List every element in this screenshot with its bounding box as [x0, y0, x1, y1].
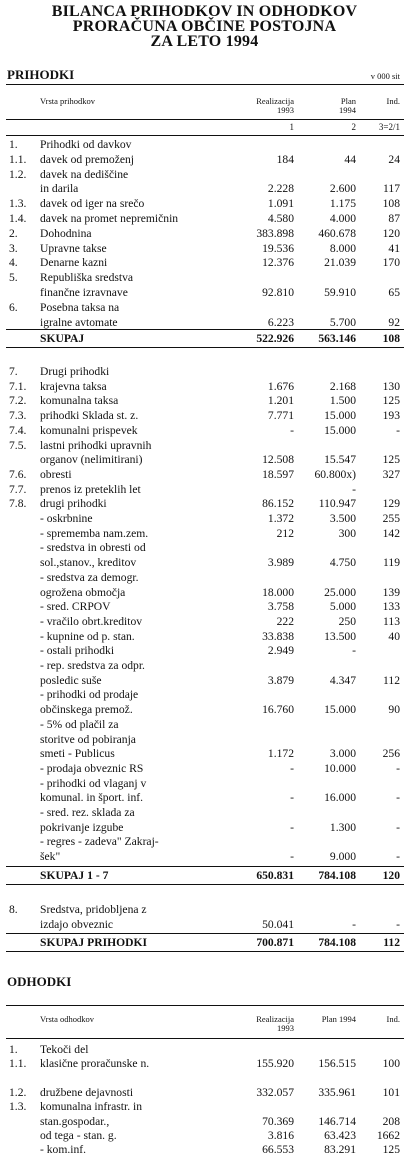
row-label: - sredstva in obresti od	[40, 541, 146, 555]
odhodki-col-header-real-line1: Realizacija	[256, 1014, 294, 1024]
value-realizacija: 212	[276, 526, 294, 540]
table-row	[0, 257, 409, 269]
table-row	[0, 587, 409, 599]
value-realizacija: 6.223	[267, 315, 294, 329]
row-label: posledic suše	[40, 673, 102, 687]
value-index: 87	[388, 212, 400, 225]
skupaj-1-7-v3: 120	[382, 869, 400, 882]
value-index: 40	[388, 629, 400, 643]
value-index: -	[396, 423, 400, 437]
value-plan: 59.910	[324, 286, 356, 299]
value-realizacija: 155.920	[256, 1057, 294, 1071]
row-label: - regres - zadeva" Zakraj-	[40, 835, 159, 849]
row-number: 7.8.	[9, 497, 27, 511]
row-label: - kom.inf.	[40, 1143, 87, 1157]
value-index: 139	[382, 585, 400, 599]
value-index: 90	[388, 703, 400, 717]
skupaj-prihodki-label: SKUPAJ PRIHODKI	[40, 936, 148, 949]
value-realizacija: 12.508	[262, 453, 294, 467]
row-label: Republiška sredstva	[40, 271, 134, 285]
value-realizacija: 50.041	[262, 917, 294, 931]
table-row	[0, 542, 409, 554]
row-number: 7.5.	[9, 438, 27, 452]
value-index: 108	[382, 197, 400, 211]
skupaj-v3: 108	[382, 332, 400, 345]
value-plan: 300	[338, 526, 356, 540]
value-plan: 5.700	[329, 315, 356, 329]
row-number: 7.2.	[9, 394, 27, 408]
value-plan: -	[352, 917, 356, 931]
value-realizacija: 33.838	[262, 629, 294, 643]
skupaj-1-7-v2: 784.108	[318, 869, 356, 882]
table-row	[0, 904, 409, 916]
value-plan: -	[352, 482, 356, 496]
table-row	[0, 1116, 409, 1128]
col-num-2: 2	[351, 122, 356, 132]
row-number: 1.3.	[9, 197, 27, 211]
value-plan: -	[352, 644, 356, 658]
document-title-line-2: PRORAČUNA OBČINE POSTOJNA	[72, 18, 337, 35]
row-label: od tega - stan. g.	[40, 1128, 117, 1142]
row-label: Sredstva, pridobljena z	[40, 903, 147, 916]
col-header-plan-line2: 1994	[339, 105, 356, 115]
row-label: lastni prihodki upravnih	[40, 438, 152, 452]
row-number: 1.	[9, 1043, 18, 1056]
row-label: Posebna taksa na	[40, 300, 120, 314]
value-index: 170	[382, 256, 400, 270]
value-index: 117	[383, 182, 400, 196]
document-title-line-3: ZA LETO 1994	[150, 33, 259, 50]
value-index: 255	[382, 512, 400, 525]
value-realizacija: -	[290, 423, 294, 437]
value-plan: 1.500	[329, 394, 356, 408]
divider	[6, 951, 404, 952]
table-row	[0, 851, 409, 863]
value-realizacija: 3.879	[267, 673, 294, 687]
row-label: igralne avtomate	[40, 315, 118, 329]
value-plan: 83.291	[324, 1143, 356, 1157]
table-row	[0, 243, 409, 255]
value-realizacija: 19.536	[262, 241, 294, 255]
value-index: 142	[382, 526, 400, 540]
table-row	[0, 169, 409, 181]
table-row	[0, 484, 409, 496]
table-row	[0, 317, 409, 329]
skupaj-1-7-v1: 650.831	[256, 869, 294, 882]
table-row	[0, 792, 409, 804]
row-label: smeti - Publicus	[40, 747, 115, 761]
value-realizacija: 1.372	[267, 512, 294, 525]
value-realizacija: 184	[276, 152, 294, 166]
skupaj-prihodki-v2: 784.108	[318, 936, 356, 949]
divider	[6, 884, 404, 885]
row-number: 7.	[9, 365, 18, 378]
skupaj-v2: 563.146	[318, 332, 356, 345]
value-index: 125	[382, 453, 400, 467]
col-num-3: 3=2/1	[378, 122, 400, 132]
value-realizacija: 18.597	[262, 467, 294, 481]
row-label: in darila	[40, 182, 79, 196]
value-realizacija: 2.228	[267, 182, 294, 196]
value-plan: 60.800x)	[314, 467, 356, 481]
divider	[6, 84, 404, 85]
row-label: ogrožena območja	[40, 585, 126, 599]
table-row	[0, 528, 409, 540]
table-row	[0, 778, 409, 790]
row-label: klasične proračunske n.	[40, 1057, 150, 1071]
table-row	[0, 734, 409, 746]
skupaj-prihodki-row	[0, 937, 409, 949]
table-row	[0, 302, 409, 314]
value-index: 112	[383, 673, 400, 687]
table-row	[0, 748, 409, 760]
table-row	[0, 498, 409, 510]
skupaj-v1: 522.926	[256, 332, 294, 345]
row-number: 7.1.	[9, 379, 27, 393]
value-plan: 44	[344, 152, 356, 166]
value-realizacija: 332.057	[256, 1085, 294, 1099]
table-row	[0, 469, 409, 481]
row-label: prenos iz preteklih let	[40, 482, 141, 496]
row-label: Drugi prihodki	[40, 365, 110, 378]
value-index: -	[396, 761, 400, 775]
col-header-ind: Ind.	[386, 96, 400, 106]
divider	[6, 329, 404, 330]
value-plan: 3.500	[329, 512, 356, 525]
skupaj-label: SKUPAJ	[40, 332, 85, 345]
value-index: -	[396, 820, 400, 834]
row-number: 5.	[9, 271, 18, 285]
table-row	[0, 557, 409, 569]
row-label: komunal. in šport. inf.	[40, 791, 144, 805]
row-number: 1.4.	[9, 212, 27, 225]
row-label: - oskrbnine	[40, 512, 93, 525]
table-row	[0, 513, 409, 525]
row-number: 1.	[9, 138, 18, 151]
value-realizacija: 3.989	[267, 556, 294, 570]
value-plan: 4.750	[329, 556, 356, 570]
value-index: 1662	[376, 1128, 400, 1142]
value-plan: 8.000	[329, 241, 356, 255]
table-row	[0, 1101, 409, 1113]
divider	[6, 1005, 404, 1006]
value-realizacija: 1.091	[267, 197, 294, 211]
row-label: - prihodki od vlaganj v	[40, 776, 147, 790]
row-label: sol.,stanov., kreditov	[40, 556, 137, 570]
table-row	[0, 410, 409, 422]
value-index: 193	[382, 409, 400, 423]
row-label: - vračilo obrt.kreditov	[40, 614, 143, 628]
table-row	[0, 675, 409, 687]
value-plan: 4.347	[329, 673, 356, 687]
value-realizacija: 2.949	[267, 644, 294, 658]
table-row	[0, 919, 409, 931]
value-plan: 15.547	[324, 453, 356, 467]
value-index: 24	[388, 152, 400, 166]
table-row	[0, 1058, 409, 1070]
value-plan: 4.000	[329, 212, 356, 225]
value-plan: 110.947	[318, 497, 356, 511]
divider	[6, 347, 404, 348]
value-realizacija: 92.810	[262, 286, 294, 299]
value-index: 256	[382, 747, 400, 761]
prihodki-heading: PRIHODKI	[7, 67, 75, 82]
skupaj-1-7-row	[0, 870, 409, 882]
table-row	[0, 1144, 409, 1156]
value-plan: 15.000	[324, 703, 356, 717]
row-label: Prihodki od davkov	[40, 138, 132, 151]
table-row	[0, 1087, 409, 1099]
value-plan: 146.714	[318, 1114, 356, 1128]
col-header-real	[256, 97, 294, 115]
value-plan: 9.000	[329, 850, 356, 864]
table-row	[0, 719, 409, 731]
row-number: 2.	[9, 226, 18, 240]
table-row	[0, 660, 409, 672]
value-index: 101	[382, 1085, 400, 1099]
row-label: - sredstva za demogr.	[40, 570, 139, 584]
value-plan: 1.175	[329, 197, 356, 211]
value-plan: 25.000	[324, 585, 356, 599]
value-plan: 2.168	[329, 379, 356, 393]
value-plan: 460.678	[318, 226, 356, 240]
table-row	[0, 213, 409, 225]
value-realizacija: 1.676	[267, 379, 294, 393]
table-row	[0, 287, 409, 299]
table-row	[0, 689, 409, 701]
table-row	[0, 366, 409, 378]
table-row	[0, 1044, 409, 1056]
value-index: 125	[382, 1143, 400, 1157]
value-index: 208	[382, 1114, 400, 1128]
row-label: prihodki Sklada st. z.	[40, 409, 139, 423]
odhodki-col-header-real	[256, 1015, 294, 1033]
value-plan: 10.000	[324, 761, 356, 775]
value-realizacija: -	[290, 791, 294, 805]
row-label: komunalna infrastr. in	[40, 1100, 143, 1114]
row-number: 7.6.	[9, 467, 27, 481]
odhodki-col-header-vrsta: Vrsta odhodkov	[40, 1014, 95, 1024]
row-label: šek"	[40, 850, 61, 864]
document-title-line-1: BILANCA PRIHODKOV IN ODHODKOV	[51, 3, 358, 20]
value-realizacija: -	[290, 850, 294, 864]
row-label: komunalna taksa	[40, 394, 119, 408]
col-header-vrsta: Vrsta prihodkov	[40, 96, 95, 106]
col-header-real-line1: Realizacija	[256, 96, 294, 106]
row-number: 7.4.	[9, 423, 27, 437]
table-row	[0, 631, 409, 643]
row-label: davek od iger na srečo	[40, 197, 145, 211]
table-row	[0, 1130, 409, 1142]
value-index: 129	[382, 497, 400, 511]
col-header-plan-line1: Plan	[340, 96, 356, 106]
value-plan: 63.423	[324, 1128, 356, 1142]
table-row	[0, 645, 409, 657]
value-index: 327	[382, 467, 400, 481]
divider	[6, 933, 404, 934]
table-row	[0, 763, 409, 775]
row-label: Upravne takse	[40, 241, 107, 255]
row-number: 1.3.	[9, 1100, 27, 1114]
value-plan: 13.500	[324, 629, 356, 643]
table-row	[0, 154, 409, 166]
row-label: - sred. rez. sklada za	[40, 806, 135, 819]
row-number: 8.	[9, 903, 18, 916]
odhodki-col-header-ind: Ind.	[386, 1014, 400, 1024]
row-number: 6.	[9, 300, 18, 314]
table-row	[0, 425, 409, 437]
row-label: stan.gospodar.,	[40, 1114, 110, 1128]
table-row	[0, 381, 409, 393]
unit-label: v 000 sit	[370, 71, 400, 81]
value-plan: 1.300	[329, 820, 356, 834]
value-plan: 250	[338, 614, 356, 628]
row-label: komunalni prispevek	[40, 423, 138, 437]
col-header-real-line2: 1993	[277, 105, 294, 115]
col-num-1: 1	[289, 122, 294, 132]
row-label: Denarne kazni	[40, 256, 108, 270]
table-row	[0, 1073, 409, 1085]
value-index: 133	[382, 600, 400, 614]
value-realizacija: 7.771	[267, 409, 294, 423]
row-label: Tekoči del	[40, 1043, 89, 1056]
value-realizacija: 222	[276, 614, 294, 628]
col-header-plan	[339, 97, 356, 115]
row-label: davek na dediščine	[40, 167, 129, 181]
value-realizacija: 4.580	[267, 212, 294, 225]
value-index: 113	[383, 614, 400, 628]
value-realizacija: 1.172	[267, 747, 294, 761]
row-number: 1.2.	[9, 167, 27, 181]
table-row	[0, 228, 409, 240]
value-index: -	[396, 917, 400, 931]
row-number: 1.1.	[9, 1057, 27, 1071]
row-label: - sprememba nam.zem.	[40, 526, 149, 540]
row-number: 3.	[9, 241, 18, 255]
value-index: 120	[382, 226, 400, 240]
row-label: krajevna taksa	[40, 379, 107, 393]
value-plan: 156.515	[318, 1057, 356, 1071]
value-index: 92	[388, 315, 400, 329]
table-row	[0, 454, 409, 466]
row-number: 7.7.	[9, 482, 27, 496]
row-label: - rep. sredstva za odpr.	[40, 659, 145, 672]
table-row	[0, 807, 409, 819]
table-row	[0, 836, 409, 848]
row-label: - ostali prihodki	[40, 644, 115, 658]
row-label: občinskega premož.	[40, 703, 133, 717]
row-label: davek na promet nepremičnin	[40, 212, 179, 225]
value-plan: 16.000	[324, 791, 356, 805]
odhodki-col-header-real-line2: 1993	[277, 1023, 294, 1033]
value-realizacija: 66.553	[262, 1143, 294, 1157]
value-realizacija: 1.201	[267, 394, 294, 408]
value-realizacija: 86.152	[262, 497, 294, 511]
row-number: 1.2.	[9, 1085, 27, 1099]
row-label: organov (nelimitirani)	[40, 453, 143, 467]
value-index: 130	[382, 379, 400, 393]
odhodki-heading: ODHODKI	[7, 974, 72, 989]
value-index: 125	[382, 394, 400, 408]
value-plan: 3.000	[329, 747, 356, 761]
value-realizacija: 383.898	[256, 226, 294, 240]
value-index: 100	[382, 1057, 400, 1071]
skupaj-row	[0, 333, 409, 345]
row-label: - 5% od plačil za	[40, 717, 119, 731]
table-row	[0, 704, 409, 716]
value-realizacija: 12.376	[262, 256, 294, 270]
value-index: 41	[388, 241, 400, 255]
value-realizacija: -	[290, 820, 294, 834]
table-row	[0, 272, 409, 284]
skupaj-prihodki-v1: 700.871	[256, 936, 294, 949]
row-number: 1.1.	[9, 152, 27, 166]
row-label: izdajo obveznic	[40, 917, 114, 931]
row-label: davek od premoženj	[40, 152, 135, 166]
table-row	[0, 601, 409, 613]
table-row	[0, 183, 409, 195]
value-plan: 2.600	[329, 182, 356, 196]
value-realizacija: 16.760	[262, 703, 294, 717]
value-plan: 21.039	[324, 256, 356, 270]
row-label: obresti	[40, 467, 72, 481]
row-label: - kupnine od p. stan.	[40, 629, 135, 643]
table-row	[0, 395, 409, 407]
table-row	[0, 139, 409, 151]
divider	[6, 119, 404, 120]
table-row	[0, 572, 409, 584]
divider	[6, 866, 404, 867]
row-label: pokrivanje izgube	[40, 820, 124, 834]
row-label: - prihodki od prodaje	[40, 688, 139, 702]
row-label: storitve od pobiranja	[40, 732, 136, 746]
skupaj-1-7-label: SKUPAJ 1 - 7	[40, 869, 109, 882]
table-row	[0, 822, 409, 834]
row-label: - sred. CRPOV	[40, 600, 111, 614]
row-label: finančne izravnave	[40, 286, 128, 299]
skupaj-prihodki-v3: 112	[383, 936, 400, 949]
odhodki-col-header-plan: Plan 1994	[321, 1014, 356, 1024]
row-label: - prodaja obveznic RS	[40, 761, 144, 775]
row-label: Dohodnina	[40, 226, 92, 240]
value-realizacija: 3.816	[267, 1128, 294, 1142]
value-plan: 15.000	[324, 409, 356, 423]
divider	[6, 1038, 404, 1039]
row-number: 4.	[9, 256, 18, 270]
value-plan: 5.000	[329, 600, 356, 614]
value-realizacija: 18.000	[262, 585, 294, 599]
value-plan: 335.961	[318, 1085, 356, 1099]
value-realizacija: -	[290, 761, 294, 775]
value-realizacija: 70.369	[262, 1114, 294, 1128]
value-plan: 15.000	[324, 423, 356, 437]
table-row	[0, 616, 409, 628]
table-row	[0, 198, 409, 210]
row-number: 7.3.	[9, 409, 27, 423]
value-index: -	[396, 791, 400, 805]
table-row	[0, 440, 409, 452]
row-label: drugi prihodki	[40, 497, 107, 511]
value-realizacija: 3.758	[267, 600, 294, 614]
value-index: 119	[383, 556, 400, 570]
value-index: 65	[388, 286, 400, 299]
divider	[6, 135, 404, 136]
row-label: družbene dejavnosti	[40, 1085, 134, 1099]
value-index: -	[396, 850, 400, 864]
